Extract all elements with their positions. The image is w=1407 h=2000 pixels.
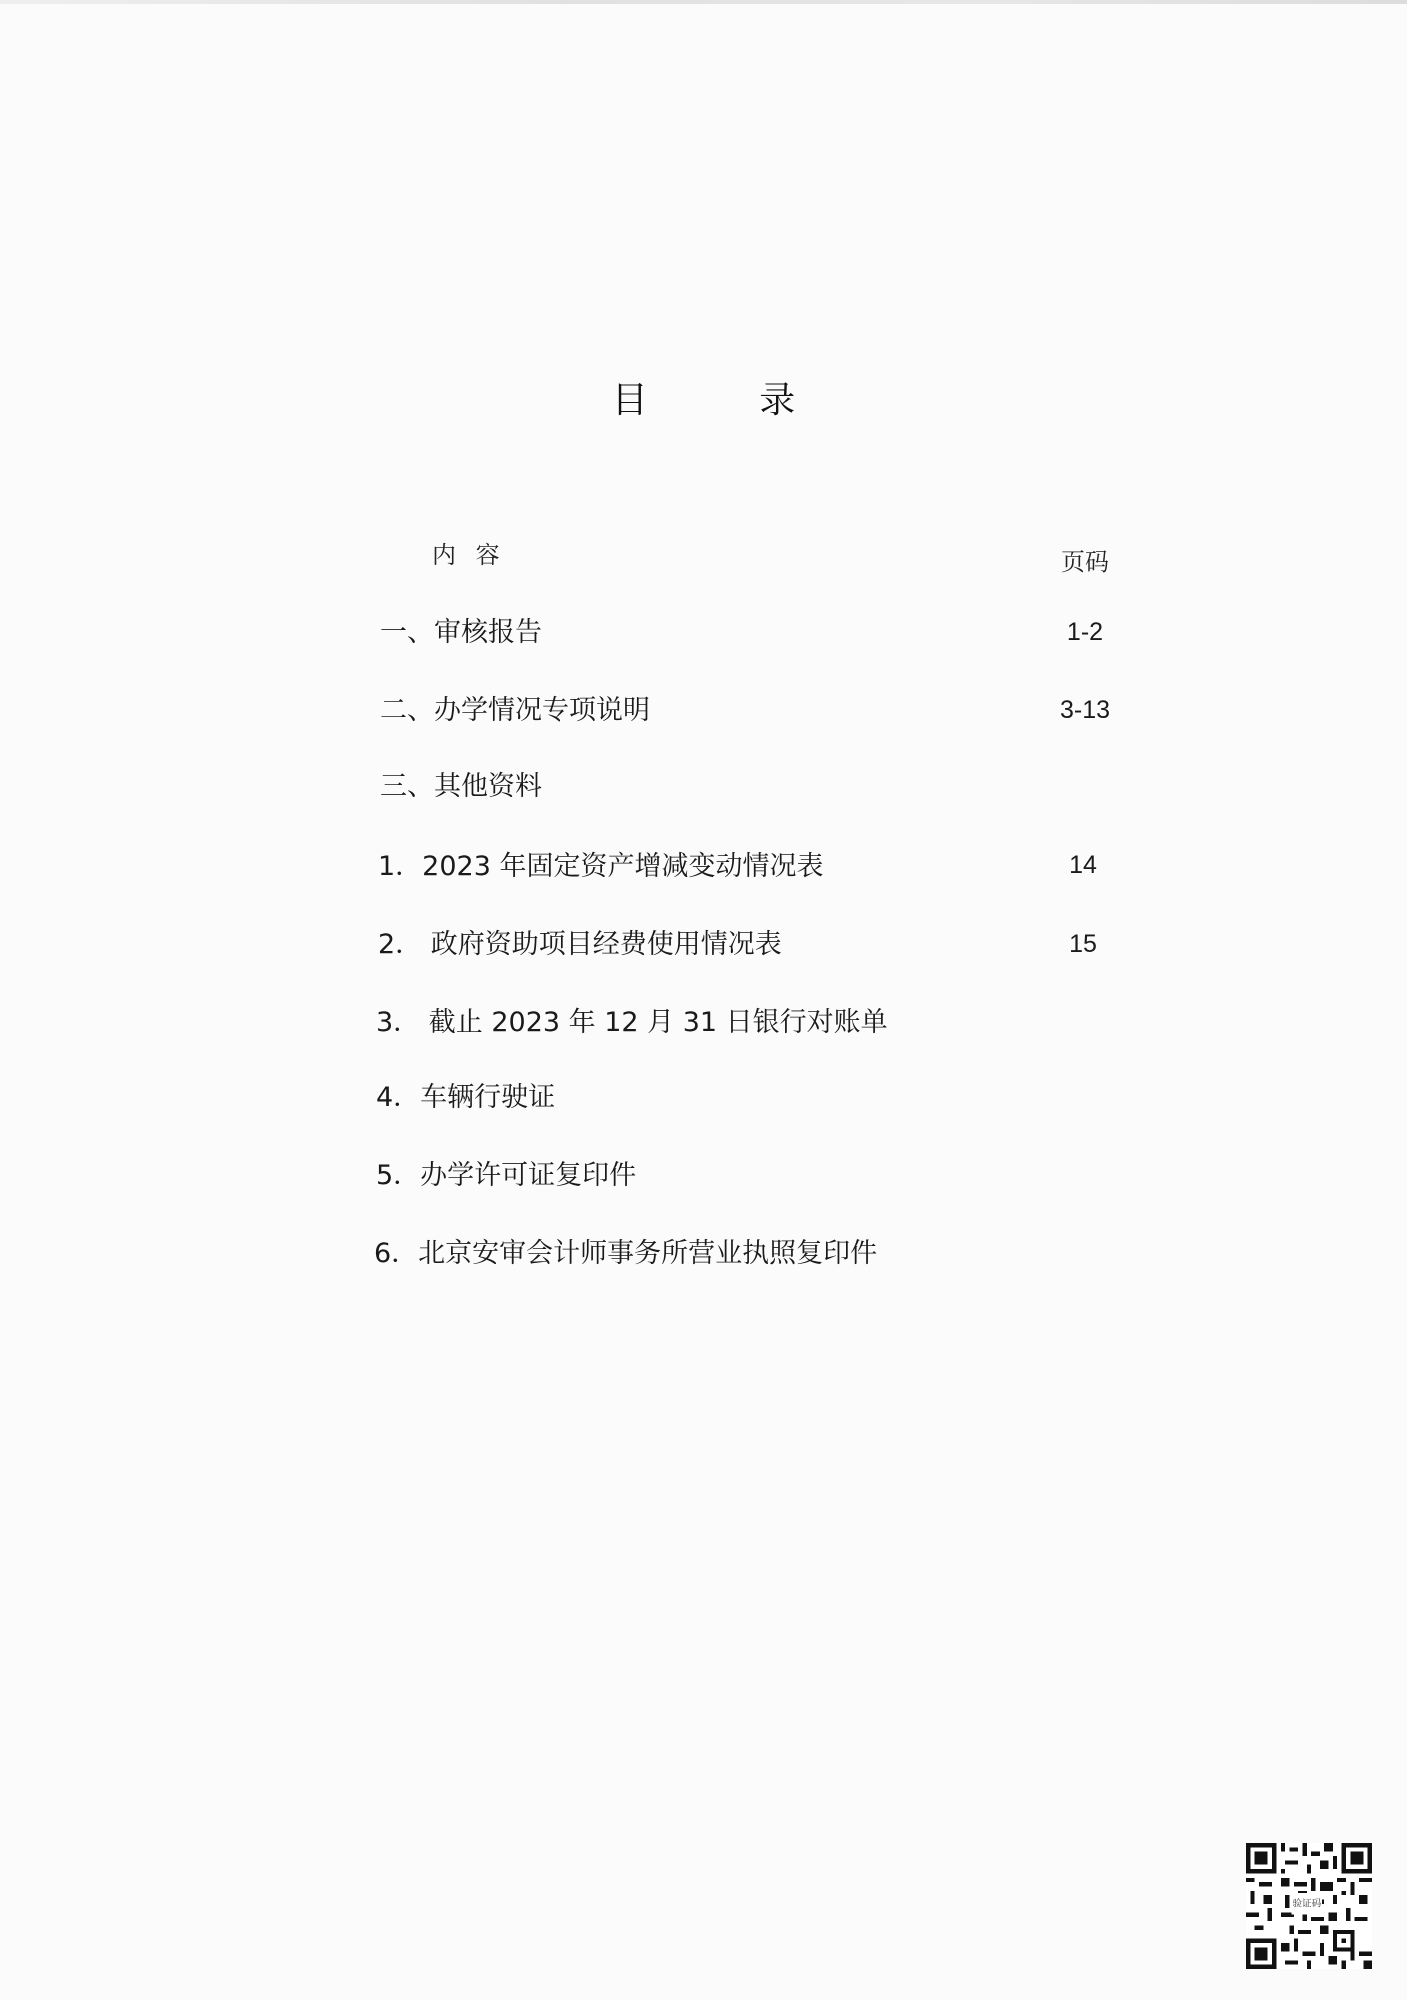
verification-qr-code	[1246, 1843, 1372, 1969]
toc-entry-fixed-assets: 1．2023 年固定资产增减变动情况表	[378, 851, 824, 882]
content-column-header: 内 容	[432, 541, 506, 569]
toc-entry-bank-statement: 3． 截止 2023 年 12 月 31 日银行对账单	[376, 1007, 888, 1038]
toc-entry-business-license: 6．北京安审会计师事务所营业执照复印件	[374, 1238, 878, 1269]
toc-page-audit-report: 1-2	[1066, 618, 1104, 646]
toc-entry-other-materials: 三、其他资料	[380, 771, 542, 802]
toc-entry-school-permit: 5．办学许可证复印件	[376, 1160, 637, 1191]
toc-entry-vehicle-license: 4．车辆行驶证	[376, 1082, 556, 1113]
page-column-header: 页码	[1061, 548, 1109, 576]
toc-page-fixed-assets: 14	[1069, 851, 1097, 879]
scan-edge	[0, 0, 1407, 4]
toc-page-government-funding: 15	[1069, 930, 1097, 958]
page-title: 目 录	[611, 380, 846, 421]
toc-entry-government-funding: 2． 政府资助项目经费使用情况表	[378, 929, 782, 960]
qr-verify-label: 验证码	[1292, 1898, 1322, 1910]
toc-page-school-operation: 3-13	[1059, 696, 1111, 724]
toc-entry-audit-report: 一、审核报告	[380, 617, 542, 648]
toc-entry-school-operation: 二、办学情况专项说明	[380, 695, 650, 726]
